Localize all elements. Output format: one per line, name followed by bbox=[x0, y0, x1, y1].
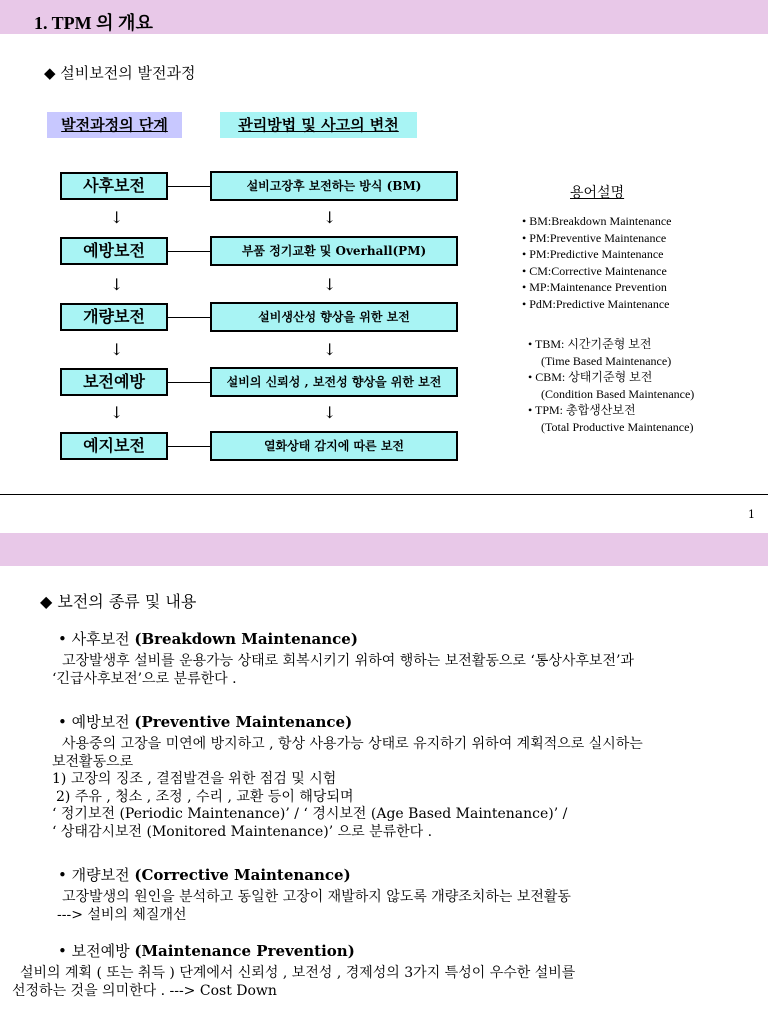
item-text-preventive: 사용중의 고장을 미연에 방지하고 , 항상 사용가능 상태로 유지하기 위하여 계획적으로 실시하는 보전활동으로 1) 고장의 징조 , 결점발견을 위한 점검 및 시험 2) 주유 , 청소 , 조정 , 수리 , 교환 등이 해당되며 ‘ 정기보전 (Periodic Maintenance)’ / ‘ 경시보전 (Age Based Maintenance)’ / ‘ 상태감시보전 (Monitored Maintenance)’ 으로 분류한다 . bbox=[52, 736, 643, 840]
glossary-item: (Time Based Maintenance) bbox=[541, 353, 672, 368]
down-arrow-icon: ↓ bbox=[323, 208, 337, 227]
item-title-preventive: • 예방보전 (Preventive Maintenance) bbox=[58, 713, 353, 731]
connector-line-4 bbox=[168, 382, 210, 383]
slide1-title-band bbox=[0, 0, 768, 34]
glossary-list bbox=[522, 213, 672, 312]
stage-box-4: 보전예방 bbox=[60, 368, 168, 396]
glossary-item: • PdM:Predictive Maintenance bbox=[522, 296, 670, 311]
header-development-stages: 발전과정의 단계 bbox=[47, 112, 182, 138]
method-box-2: 부품 정기교환 및 Overhall(PM) bbox=[210, 236, 458, 266]
down-arrow-icon: ↓ bbox=[323, 275, 337, 294]
item-text-corrective: 고장발생의 원인을 분석하고 동일한 고장이 재발하지 않도록 개량조치하는 보전활동 ---> 설비의 체질개선 bbox=[57, 889, 571, 923]
down-arrow-icon: ↓ bbox=[110, 208, 124, 227]
item-text-breakdown: 고장발생후 설비를 운용가능 상태로 회복시키기 위하여 행하는 보전활동으로 ‘통상사후보전’과 ‘긴급사후보전’으로 분류한다 . bbox=[52, 653, 634, 687]
stage-box-1: 사후보전 bbox=[60, 172, 168, 200]
glossary-item: (Total Productive Maintenance) bbox=[541, 419, 694, 434]
method-box-1: 설비고장후 보전하는 방식 (BM) bbox=[210, 171, 458, 201]
glossary-title: 용어설명 bbox=[570, 185, 625, 201]
down-arrow-icon: ↓ bbox=[110, 403, 124, 422]
glossary-item: • TBM: 시간기준형 보전 bbox=[528, 337, 652, 351]
connector-line-3 bbox=[168, 317, 210, 318]
slide2-title-band bbox=[0, 533, 768, 566]
method-box-5: 열화상태 감지에 따른 보전 bbox=[210, 431, 458, 461]
glossary-item: • PM:Preventive Maintenance bbox=[522, 230, 667, 245]
glossary-item: • PM:Predictive Maintenance bbox=[522, 247, 664, 261]
item-title-breakdown: • 사후보전 (Breakdown Maintenance) bbox=[58, 630, 358, 648]
down-arrow-icon: ↓ bbox=[110, 275, 124, 294]
stage-box-5: 예지보전 bbox=[60, 432, 168, 460]
method-box-3: 설비생산성 향상을 위한 보전 bbox=[210, 302, 458, 332]
glossary-item: • CM:Corrective Maintenance bbox=[522, 263, 667, 278]
down-arrow-icon: ↓ bbox=[110, 340, 124, 359]
glossary-item: • BM:Breakdown Maintenance bbox=[522, 214, 672, 228]
item-title-corrective: • 개량보전 (Corrective Maintenance) bbox=[58, 866, 351, 884]
glossary-item: • CBM: 상태기준형 보전 bbox=[528, 370, 653, 384]
page-number: 1 bbox=[748, 508, 755, 521]
item-title-mp: • 보전예방 (Maintenance Prevention) bbox=[58, 942, 355, 960]
slide1-section-bullet: ◆ 설비보전의 발전과정 bbox=[44, 64, 196, 82]
connector-line-1 bbox=[168, 186, 210, 187]
slide2-section-bullet: ◆ 보전의 종류 및 내용 bbox=[40, 592, 197, 611]
slide1-title: 1. TPM 의 개요 bbox=[34, 13, 153, 33]
connector-line-5 bbox=[168, 446, 210, 447]
header-management-methods: 관리방법 및 사고의 변천 bbox=[220, 112, 417, 138]
glossary-item: • TPM: 총합생산보전 bbox=[528, 403, 636, 417]
slide-divider bbox=[0, 494, 768, 495]
item-text-mp: 설비의 계획 ( 또는 취득 ) 단계에서 신뢰성 , 보전성 , 경제성의 3가지 특성이 우수한 설비를 선정하는 것을 의미한다 . ---> Cost Down bbox=[12, 965, 576, 999]
glossary-list-2 bbox=[528, 336, 694, 435]
connector-line-2 bbox=[168, 251, 210, 252]
method-box-4: 설비의 신뢰성 , 보전성 향상을 위한 보전 bbox=[210, 367, 458, 397]
glossary-item: (Condition Based Maintenance) bbox=[541, 386, 695, 401]
stage-box-2: 예방보전 bbox=[60, 237, 168, 265]
stage-box-3: 개량보전 bbox=[60, 303, 168, 331]
down-arrow-icon: ↓ bbox=[323, 403, 337, 422]
glossary-item: • MP:Maintenance Prevention bbox=[522, 280, 667, 294]
down-arrow-icon: ↓ bbox=[323, 340, 337, 359]
